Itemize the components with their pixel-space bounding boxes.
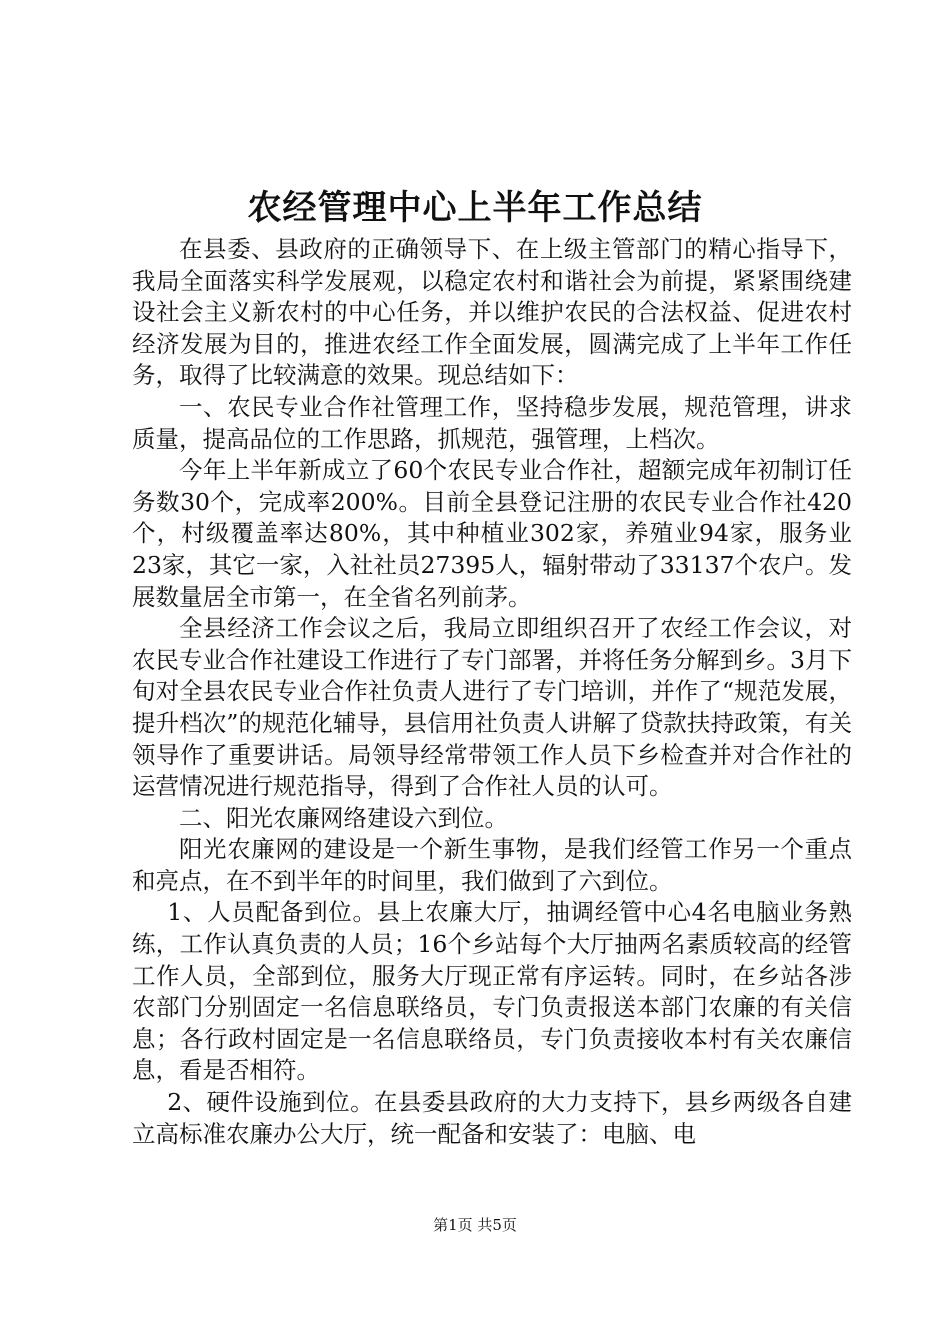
paragraph-section-2-heading: 二、阳光农廉网络建设六到位。 (179, 803, 508, 832)
paragraph-cooperatives-meeting: 全县经济工作会议之后，我局立即组织召开了农经工作会议，对农民专业合作社建设工作进行了专门部署，并将任务分解到乡。3月下旬对全县农民专业合作社负责人进行了专门培训，并作了“规范发展，提升档次”的规范化辅导，县信用社负责人讲解了贷款扶持政策，有关领导作了重要讲话。局领导经常带领工作人员下乡检查并对合作社的运营情况进行规范指导，得到了合作社人员的认可。 (132, 614, 852, 801)
paragraph-cooperatives-stats: 今年上半年新成立了60个农民专业合作社，超额完成年初制订任务数30个，完成率200%。目前全县登记注册的农民专业合作社420个，村级覆盖率达80%，其中种植业302家，养殖业94家，服务业23家，其它一家，入社社员27395人，辐射带动了33137个农户。发展数量居全市第一，在全省名列前茅。 (132, 456, 852, 611)
paragraph-staffing: 1、人员配备到位。县上农廉大厅，抽调经管中心4名电脑业务熟练，工作认真负责的人员；16个乡站每个大厅抽两名素质较高的经管工作人员，全部到位，服务大厅现正常有序运转。同时，在乡站各涉农部门分别固定一名信息联络员，专门负责报送本部门农廉的有关信息；各行政村固定是一名信息联络员，专门负责接收本村有关农廉信息，看是否相符。 (132, 898, 852, 1085)
page-footer: 第1页 共5页 (433, 1216, 517, 1234)
document-body (132, 234, 852, 1150)
paragraph-sunshine-network: 阳光农廉网的建设是一个新生事物，是我们经管工作另一个重点和亮点，在不到半年的时间里，我们做到了六到位。 (132, 835, 852, 895)
paragraph-hardware: 2、硬件设施到位。在县委县政府的大力支持下，县乡两级各自建立高标准农廉办公大厅，统一配备和安装了：电脑、电 (132, 1088, 852, 1148)
paragraph-intro: 在县委、县政府的正确领导下、在上级主管部门的精心指导下，我局全面落实科学发展观，以稳定农村和谐社会为前提，紧紧围绕建设社会主义新农村的中心任务，并以维护农民的合法权益、促进农村经济发展为目的，推进农经工作全面发展，圆满完成了上半年工作任务，取得了比较满意的效果。现总结如下： (132, 235, 852, 390)
paragraph-section-1-heading: 一、农民专业合作社管理工作，坚持稳步发展，规范管理，讲求质量，提高品位的工作思路，抓规范，强管理，上档次。 (132, 392, 852, 453)
document-title: 农经管理中心上半年工作总结 (247, 188, 703, 228)
